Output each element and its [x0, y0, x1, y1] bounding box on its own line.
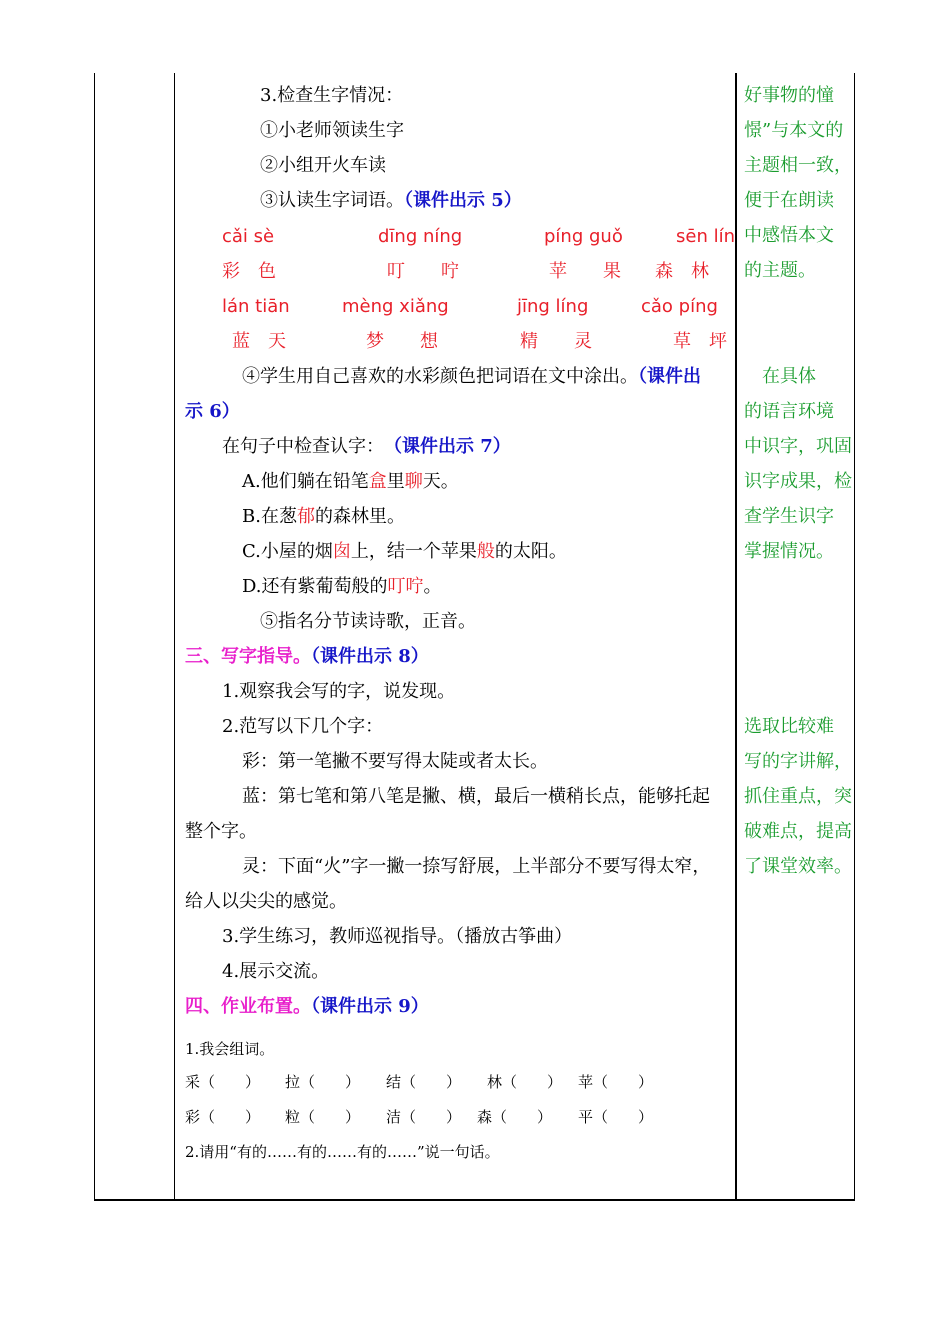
- sentence-text: 的太阳。: [494, 541, 567, 562]
- note-line: 中感悟本文: [744, 225, 834, 246]
- note-line: 识字成果，检: [744, 471, 852, 492]
- homework-word: 彩（ ）: [185, 1108, 261, 1126]
- vocab-chars: 梦 想: [366, 331, 438, 352]
- homework-word: 平（ ）: [578, 1108, 654, 1126]
- table-bottom-border: [94, 1199, 855, 1201]
- note-line: 中识字，巩固: [744, 436, 852, 457]
- table-col-divider-1: [174, 73, 175, 1200]
- highlight-char: 囱: [332, 541, 351, 562]
- homework-1: 1.我会组词。: [185, 1040, 275, 1058]
- note-line: 的主题。: [744, 260, 816, 281]
- sentence-text: 里: [386, 471, 405, 492]
- homework-word: 洁（ ）: [386, 1108, 462, 1126]
- vocab-chars: 叮 咛: [387, 261, 459, 282]
- section-3-heading: [185, 646, 429, 668]
- vocab-chars: 彩 色: [222, 261, 276, 282]
- section-3-title: 三、写字指导。: [185, 646, 311, 667]
- sentence-b: [242, 506, 405, 528]
- note-line: 选取比较难: [744, 716, 834, 737]
- vocab-pinyin: cǎi sè: [222, 226, 275, 247]
- writing-ling: 灵：下面“火”字一撇一捺写舒展，上半部分不要写得太窄，: [242, 856, 711, 877]
- courseware-tag-6: （课件出: [638, 366, 701, 387]
- sentence-d: [242, 576, 442, 598]
- highlight-char: 郁: [296, 506, 315, 527]
- sentence-a: [242, 471, 459, 493]
- highlight-char: 般: [476, 541, 495, 562]
- vocab-chars: 草 坪: [673, 331, 727, 352]
- homework-2: 2.请用“有的……有的……有的……”说一句话。: [185, 1143, 500, 1161]
- note-line: 主题相一致，: [744, 155, 852, 176]
- note-line: 在具体: [744, 366, 816, 387]
- vocab-pinyin: sēn lín: [676, 226, 735, 247]
- homework-word: 粒（ ）: [285, 1108, 361, 1126]
- section-4-title: 四、作业布置。: [185, 996, 311, 1017]
- table-left-border: [94, 73, 95, 1200]
- check-step-3: [260, 190, 522, 212]
- homework-word: 采（ ）: [185, 1073, 261, 1091]
- sentence-check-title: [222, 436, 511, 458]
- step-5: ⑤指名分节读诗歌，正音。: [260, 611, 476, 632]
- note-line: 便于在朗读: [744, 190, 834, 211]
- note-line: 抓住重点，突: [744, 786, 852, 807]
- vocab-chars: 蓝 天: [232, 331, 286, 352]
- sentence-text: 的森林里。: [314, 506, 405, 527]
- sentence-text: C.小屋的烟: [242, 541, 333, 562]
- sentence-text: B.在葱: [242, 506, 297, 527]
- vocab-pinyin: cǎo píng: [641, 296, 718, 317]
- writing-item-1: 1.观察我会写的字，说发现。: [222, 681, 456, 702]
- note-line: 查学生识字: [744, 506, 834, 527]
- check-step-3-text: ③认读生字词语。: [260, 190, 404, 211]
- vocab-pinyin: lán tiān: [222, 296, 290, 317]
- writing-ling-cont: 给人以尖尖的感觉。: [185, 891, 347, 912]
- vocab-pinyin: dīng níng: [378, 226, 463, 247]
- check-title: 3.检查生字情况：: [260, 85, 404, 106]
- writing-lan: 蓝：第七笔和第八笔是撇、横，最后一横稍长点，能够托起: [242, 786, 710, 807]
- sentence-check-text: 在句子中检查认字：: [222, 436, 375, 457]
- highlight-char: 叮咛: [387, 576, 424, 597]
- homework-word: 苹（ ）: [578, 1073, 654, 1091]
- note-line: 写的字讲解，: [744, 751, 852, 772]
- sentence-text: 天。: [422, 471, 459, 492]
- vocab-pinyin: píng guǒ: [544, 226, 623, 247]
- check-step-2: ②小组开火车读: [260, 155, 386, 176]
- step-4: [242, 366, 701, 388]
- courseware-tag-5: （课件出示 5）: [404, 190, 522, 211]
- writing-item-3: 3.学生练习，教师巡视指导。（播放古筝曲）: [222, 926, 573, 947]
- step-4-text: ④学生用自己喜欢的水彩颜色把词语在文中涂出。: [242, 366, 638, 387]
- courseware-tag-8: （课件出示 8）: [311, 646, 429, 667]
- homework-word: 结（ ）: [386, 1073, 462, 1091]
- courseware-tag-9: （课件出示 9）: [311, 996, 429, 1017]
- writing-item-2: 2.范写以下几个字：: [222, 716, 384, 737]
- note-line: 的语言环境: [744, 401, 834, 422]
- sentence-text: 。: [423, 576, 442, 597]
- note-line: 掌握情况。: [744, 541, 834, 562]
- vocab-pinyin: mèng xiǎng: [342, 296, 449, 317]
- section-4-heading: [185, 996, 429, 1018]
- table-col-divider-2: [735, 73, 737, 1200]
- courseware-tag-7: （课件出示 7）: [393, 436, 511, 457]
- table-right-border: [854, 73, 855, 1200]
- sentence-text: 上，结一个苹果: [350, 541, 477, 562]
- homework-word: 林（ ）: [487, 1073, 563, 1091]
- sentence-c: [242, 541, 567, 563]
- note-line: 了课堂效率。: [744, 856, 852, 877]
- note-line: 憬”与本文的: [744, 120, 844, 141]
- homework-word: 拉（ ）: [285, 1073, 361, 1091]
- highlight-char: 聊: [404, 471, 423, 492]
- sentence-text: A.他们躺在铅笔: [242, 471, 369, 492]
- vocab-chars: 精 灵: [520, 331, 592, 352]
- vocab-chars: 森 林: [655, 261, 709, 282]
- sentence-text: D.还有紫葡萄般的: [242, 576, 388, 597]
- writing-lan-cont: 整个字。: [185, 821, 257, 842]
- writing-item-4: 4.展示交流。: [222, 961, 330, 982]
- vocab-pinyin: jīng líng: [517, 296, 589, 317]
- note-line: 好事物的憧: [744, 85, 834, 106]
- vocab-chars: 苹 果: [549, 261, 621, 282]
- highlight-char: 盒: [368, 471, 387, 492]
- courseware-tag-6-cont: 示 6）: [185, 401, 240, 422]
- check-step-1: ①小老师领读生字: [260, 120, 404, 141]
- homework-word: 森（ ）: [477, 1108, 553, 1126]
- writing-cai: 彩：第一笔撇不要写得太陡或者太长。: [242, 751, 548, 772]
- note-line: 破难点，提高: [744, 821, 852, 842]
